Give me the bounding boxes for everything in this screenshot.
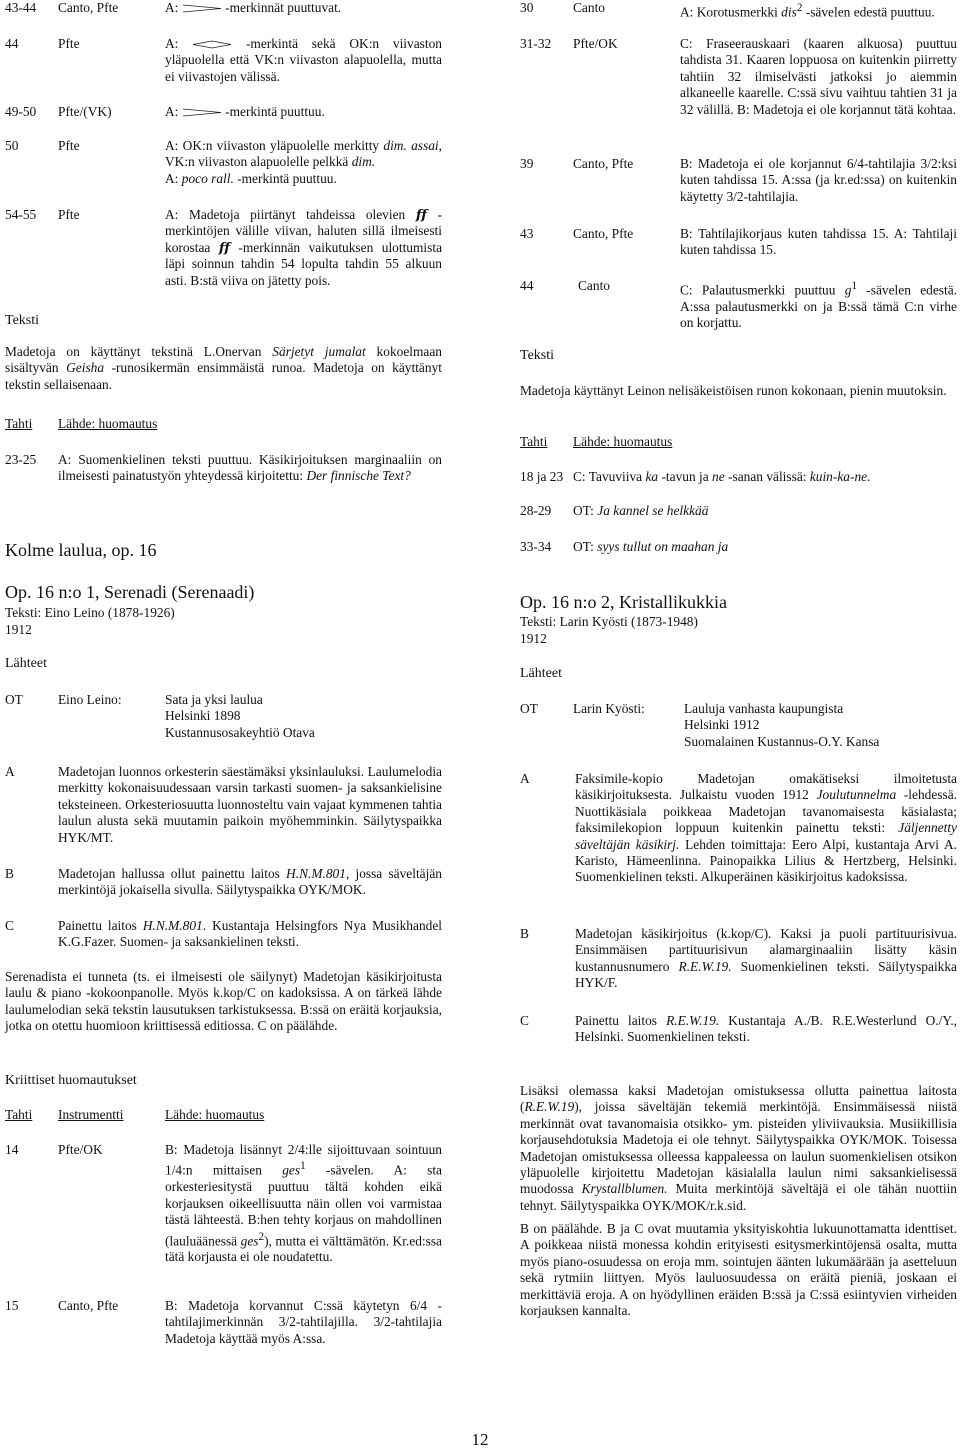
pitch-name: ges [282, 1162, 301, 1178]
text-part: C: Tavuviiva [573, 469, 646, 484]
note-text: C: Fraseerauskaari (kaaren alkuosa) puuttuu tahdista 31. Kaaren loppuosa on kuitenkin piirretty tahtiin 32 ilmiselvästi jatkoksi jo aiemmin alkaneelle kaarelle. C:ssä sivu vaihtuu tahtien 31 ja 32 välillä. B: Madetoja ei ole korjannut tätä kohtaa. [680, 36, 957, 117]
instrument: Pfte/(VK) [58, 104, 112, 119]
text-part: Painettu laitos [58, 918, 143, 933]
source-description [575, 1013, 957, 1046]
page-number: 12 [471, 1430, 489, 1449]
column-header: Instrumentti [58, 1107, 124, 1122]
ff-dynamic: ff [415, 207, 427, 223]
instrument: Pfte/OK [573, 36, 618, 51]
note-part: A: [165, 170, 182, 186]
catalog-number: H.N.M.801 [286, 866, 346, 881]
text-part: Suomenkielinen teksti. Säilytyspaikka HYK/F. [575, 958, 957, 991]
note-text [680, 278, 957, 332]
text-part: -sävelen edestä puuttuu. [802, 4, 935, 20]
source-label: B [520, 926, 529, 941]
source-line: Lauluja vanhasta kaupungista [684, 701, 844, 716]
note-text [573, 503, 708, 519]
note-text: B: Madetoja korvannut C:ssä käytetyn 6/4 -tahtilajimerkinnän 3/2-tahtilajilla. 3/2-tahtilajia Madetoja käyttää myös A:ssa. [165, 1298, 442, 1346]
pitch-name: dis [781, 4, 797, 20]
note-text [165, 104, 442, 120]
source-label: OT [5, 692, 23, 707]
dynamic-marking: dim. [383, 138, 407, 153]
note-text: B: Tahtilajikorjaus kuten tahdissa 15. A: Tahtilaji kuten tahdissa 15. [680, 226, 957, 258]
source-description [58, 918, 442, 951]
section-heading-teksti: Teksti [5, 313, 40, 328]
crescendo-diminuendo-hairpin-icon [192, 40, 232, 49]
catalog-number: R.E.W.19. [678, 958, 732, 974]
text-part: Muita merkintöjä säveltäjä ei ole tähän nuottiin tehnyt. Säilytyspaikka OYK/MOK/r.k.sid. [520, 1181, 957, 1213]
text-part: -sävelen. A: sta orkesteriesitystä puuttuu tältä kohden eikä korjauksen oikeellisuutta näin ollen voi varmistaa tästä lähteestä. B:hen tehty korjaus on mahdollinen (lauluäänessä [165, 1162, 443, 1248]
bar-number: 18 ja 23 [520, 469, 564, 484]
text-part: -lehdessä. Nuottikäsiala poikkeaa Madetojan tavanomaisesta käsialasta; faksimilekopion loppuun kuitenkin painettu teksti: [575, 787, 957, 836]
italic-word: ka [645, 469, 659, 484]
bar-number: 31-32 [520, 36, 552, 51]
sources-paragraph: Serenadista ei tunneta (ts. ei ilmeisesti ole säilynyt) Madetojan käsikirjoitusta laulu & piano -kokoonpanolle. Myös k.kop/C on kadoksissa. A on tärkeä lähde laulumelodian sekä tekstin lausutuksen tarkistuksessa. B:ssä on eräitä korjauksia, jotka on otettu huomioon kriittisessä editiossa. C on päälähde. [5, 969, 442, 1034]
section-heading-kriittiset: Kriittiset huomautukset [5, 1073, 137, 1088]
octave-sup: 1 [851, 280, 858, 292]
text-part: Madetoja on käyttänyt tekstinä L.Onervan [5, 344, 273, 359]
instrument: Canto, Pfte [58, 0, 119, 15]
source-author: Eino Leino: [58, 692, 122, 707]
bar-number: 43-44 [5, 0, 37, 15]
instrument: Pfte [58, 207, 80, 222]
source-line: Suomalainen Kustannus-O.Y. Kansa [684, 733, 880, 749]
italic-word: ne [712, 469, 725, 484]
source-label: B [5, 866, 14, 881]
bar-number: 30 [520, 0, 534, 15]
page-title: Kolme laulua, op. 16 [5, 540, 157, 560]
note-text [165, 0, 442, 16]
bar-number: 44 [5, 36, 19, 51]
note-part: -merkintä puuttuu. [233, 170, 337, 186]
column-header: Lähde: huomautus [58, 416, 158, 431]
text-part: A: Korotusmerkki [680, 4, 782, 20]
song-title: Op. 16 n:o 1, Serenadi (Serenaadi) [5, 582, 255, 602]
text-part: Painettu laitos [575, 1013, 667, 1028]
text-part: C: Palautusmerkki puuttuu [680, 282, 845, 298]
note-text [573, 539, 728, 555]
bar-number: 43 [520, 226, 534, 241]
instrument: Pfte/OK [58, 1142, 103, 1157]
italic-title: Krystallblumen. [581, 1181, 668, 1197]
note-text [165, 138, 442, 187]
source-label: A: [165, 36, 179, 51]
note-text [680, 0, 957, 21]
ff-dynamic: ff [218, 239, 230, 256]
note-text [573, 469, 870, 485]
italic-quote: Der finnische Text? [306, 468, 411, 484]
text-part: Madetojan käsikirjoitus (k.kop/C). Kaksi ja puoli partituurisivua. Ensimmäisen partituurisivun alamarginaaliin lisätty käsin kustannusnumero [575, 926, 957, 974]
column-header: Tahti [5, 416, 33, 431]
catalog-number: R.E.W.19. [666, 1013, 720, 1028]
instrument: Canto, Pfte [58, 1298, 119, 1313]
text-part: ), joissa säveltäjän tekemiä merkintöjä. Ensimmäisessä niistä merkinnät ovat tavanomaisia otsikko- ym. pisteiden yliviivauksia. Musiikillisia korjausehdotuksia Madetoja ei ole tehnyt. Säilytyspaikka OYK/MOK. Toisessa Madetojan omistuksessa olleessa kappaleessa on laulun suomenkielisen otsikon yläpuolelle kirjoitettu Madetojan käsialalla laulun nimi saksankielisessä muodossa [520, 1099, 957, 1197]
tempo-marking: poco rall. [181, 170, 234, 186]
text-part: . Kustantaja Helsingfors Nya Musikhandel K.G.Fazer. Suomen- ja saksankielinen teksti. [58, 918, 442, 950]
column-header: Lähde: huomautus [573, 434, 673, 449]
text-part: Lehden toimittaja: Eero Alpi, kustantaja Arvi A. Karisto, Hämeenlinna. Painopaikka Lilius & Hertzberg, Helsinki. Suomenkielinen teksti. Alkuperäinen käsikirjoitus kadoksissa. [575, 836, 957, 885]
bar-number: 15 [5, 1298, 19, 1313]
source-label: A [5, 764, 15, 779]
text-part: Lisäksi olemassa kaksi Madetojan omistuksessa ollutta painettua laitosta ( [520, 1083, 957, 1115]
diminuendo-hairpin-icon [182, 108, 222, 117]
text-author: Teksti: Eino Leino (1878-1926) [5, 605, 175, 620]
year: 1912 [5, 622, 32, 637]
dynamic-marking: dim. [351, 154, 376, 170]
bar-number: 54-55 [5, 207, 37, 222]
text-part: kokoelmaan sisältyvän [5, 344, 443, 376]
source-label: OT [520, 701, 538, 716]
text-part: , jossa säveltäjän merkintöjä jokaisella sivulla. Säilytyspaikka OYK/MOK. [58, 866, 442, 898]
italic-title: Geisha [66, 360, 105, 376]
pitch-name: g [844, 282, 852, 298]
source-description [575, 926, 957, 992]
song-title: Op. 16 n:o 2, Kristallikukkia [520, 592, 727, 612]
octave-sup: 2 [258, 1230, 265, 1243]
italic-quote: syys tullut on maahan ja [597, 539, 729, 554]
text-part: OT: [573, 539, 598, 554]
italic-quote: Jäljennetty säveltäjän käsikirj. [575, 820, 957, 852]
bar-number: 23-25 [5, 452, 37, 467]
bar-number: 33-34 [520, 539, 552, 554]
source-author: Larin Kyösti: [573, 701, 645, 716]
diminuendo-hairpin-icon [182, 4, 222, 13]
italic-word: kuin-ka-ne. [809, 469, 871, 484]
text-part: -sävelen edestä. A:ssa palautusmerkki on ja B:ssä tämä C:n virhe on korjattu. [680, 282, 957, 331]
teksti-paragraph: Madetoja käyttänyt Leinon nelisäkeistöisen runon kokonaan, pienin muutoksin. [520, 383, 947, 398]
italic-title: Särjetyt jumalat [272, 344, 366, 359]
source-description: Madetojan luonnos orkesterin säestämäksi yksinlauluksi. Laulumelodia merkitty kokonaisuudessaan varsin tarkasti suomen- ja saksankielisine teksteineen. Orkesteriosuutta luonnosteltu vain vajaat kymmenen tahtia laulun alusta sekä muutamin paikoin myöhemminkin. Säilytyspaikka HYK/MT. [58, 764, 442, 845]
note-part: A: Madetoja piirtänyt tahdeissa olevien [165, 207, 416, 222]
sources-paragraph [520, 1083, 957, 1214]
catalog-number: H.N.M.801 [142, 918, 203, 933]
note-part: , VK:n viivaston alapuolelle pelkkä [165, 138, 442, 170]
text-part: B: Madetoja lisännyt 2/4:lle sijoittuvaan sointuun 1/4:n mittaisen [165, 1142, 442, 1178]
note-text [165, 36, 442, 85]
source-line: Kustannusosakeyhtiö Otava [165, 724, 315, 740]
source-label: A [520, 771, 530, 786]
note-part: -merkinnän vaikutuksen ulottumista läpi soinnun tahdin 54 lopulta tahdin 55 alkuun asti. B:stä viiva on jätetty pois. [165, 239, 443, 288]
sources-paragraph-2: B on päälähde. B ja C ovat muutamia yksityiskohtia lukuunottamatta identtiset. A poikkeaa niistä monessa kohdin erityisesti esitysmerkintöjensä osalta, mutta myös piano-osuudessa on eroja mm. sointujen äänten lukumäärään ja asetteluun sekä rytmiin liittyen. Myös lauluosuudessa on eräitä pieniä, joskaan ei merkittäviä eroja. A on hyödyllinen eräiden B:ssä ja C:ssä esiintyvien virheiden korjauksen kannalta. [520, 1221, 957, 1319]
instrument: Canto, Pfte [573, 156, 634, 171]
note-text [165, 207, 442, 289]
italic-quote: Ja kannel se helkkää [597, 503, 709, 518]
note-part: A: Suomenkielinen teksti puuttuu. Käsikirjoituksen marginaaliin on ilmeisesti painatustyön yhteydessä kirjoitettu: [58, 452, 442, 484]
teksti-paragraph [5, 344, 442, 393]
source-line: Sata ja yksi laulua [165, 692, 263, 707]
bar-number: 39 [520, 156, 534, 171]
instrument: Canto [573, 0, 605, 15]
bar-number: 14 [5, 1142, 19, 1157]
source-label: C [520, 1013, 529, 1028]
text-part: Kustantaja A./B. R.E.Westerlund O./Y., Helsinki. Suomenkielinen teksti. [575, 1013, 958, 1045]
section-heading-lahteet: Lähteet [5, 656, 47, 671]
text-part: -tavun ja [658, 469, 713, 484]
pitch-name: ges [240, 1232, 259, 1248]
bar-number: 28-29 [520, 503, 552, 518]
text-part: ), mutta ei välttämätön. Kr.ed:ssa tätä korjausta ei ole noudatettu. [165, 1232, 442, 1265]
text-part: Madetojan hallussa ollut painettu laitos [58, 866, 287, 881]
column-header: Tahti [5, 1107, 33, 1122]
note-part: A: OK:n viivaston yläpuolelle merkitty [165, 138, 384, 153]
instrument: Canto, Pfte [573, 226, 634, 241]
dynamic-marking: assai [411, 138, 439, 153]
note-part: -merkintöjen välille viivan, haluten sillä ilmeisesti korostaa [165, 207, 442, 255]
italic-title: Joulutunnelma [816, 787, 897, 803]
instrument: Pfte [58, 36, 80, 51]
source-description [575, 771, 957, 886]
section-heading-lahteet: Lähteet [520, 666, 562, 681]
octave-sup: 2 [796, 2, 803, 14]
text-part: -sanan välissä: [724, 469, 810, 484]
catalog-number: R.E.W.19 [524, 1099, 575, 1115]
note-text [165, 1142, 442, 1266]
instrument: Canto [578, 278, 610, 293]
source-label: A: [165, 104, 179, 119]
source-details [684, 701, 957, 750]
octave-sup: 1 [300, 1160, 306, 1173]
note-text [58, 452, 442, 485]
instrument: Pfte [58, 138, 80, 153]
note-body: -merkintä sekä OK:n viivaston yläpuolella että VK:n viivaston alapuolella, mutta ei viivastojen välissä. [165, 36, 442, 84]
source-line: Helsinki 1898 [165, 708, 241, 724]
text-author: Teksti: Larin Kyösti (1873-1948) [520, 614, 698, 629]
text-part: -runosikermän ensimmäistä runoa. Madetoja on käyttänyt tekstin sellaisenaan. [5, 360, 442, 392]
note-text: B: Madetoja ei ole korjannut 6/4-tahtilajia 3/2:ksi kuten tahdissa 15. A:ssa (ja kr.ed:ssa) on kuitenkin käytetty 3/2-tahtilajia. [680, 156, 957, 204]
source-description [58, 866, 442, 899]
note-body: -merkintä puuttuu. [225, 104, 325, 119]
bar-number: 44 [520, 278, 534, 293]
section-heading-teksti: Teksti [520, 348, 555, 363]
column-header: Lähde: huomautus [165, 1107, 265, 1122]
year: 1912 [520, 631, 547, 646]
source-label: A: [165, 0, 179, 15]
bar-number: 49-50 [5, 104, 37, 119]
bar-number: 50 [5, 138, 19, 153]
text-part: OT: [573, 503, 598, 518]
source-details [165, 692, 442, 741]
column-header: Tahti [520, 434, 548, 449]
text-part: Faksimile-kopio Madetojan omakätiseksi ilmoitetusta käsikirjoituksesta. Julkaistu vuoden 1912 [575, 771, 957, 803]
source-line: Helsinki 1912 [684, 717, 760, 733]
note-body: -merkinnät puuttuvat. [225, 0, 342, 15]
source-label: C [5, 918, 14, 933]
